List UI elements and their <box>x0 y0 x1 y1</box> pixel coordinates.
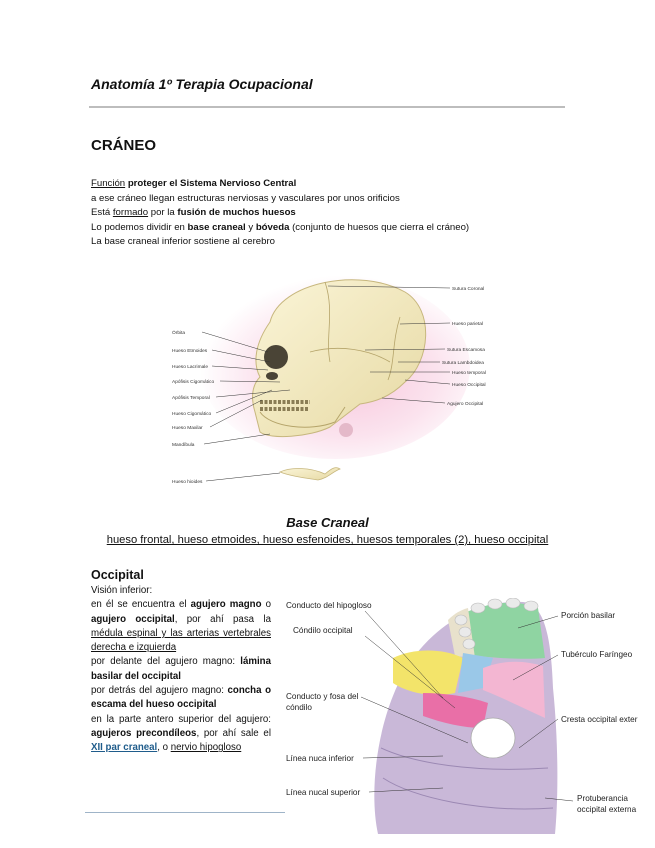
label-orbita: Órbita <box>172 331 186 336</box>
boveda-term: bóveda <box>255 221 290 233</box>
label-etmoides: Hueso Etmoides <box>172 349 208 354</box>
label-lacrimal: Hueso Lacrimale <box>172 365 208 370</box>
text-fragment: Lo podemos dividir en <box>91 221 188 233</box>
text-fragment: por la <box>148 207 178 219</box>
label-porcion-basilar: Porción basilar <box>561 611 616 620</box>
temporal-region <box>393 651 463 695</box>
occ-line-vision: Visión inferior: <box>91 585 153 596</box>
occ-par-detras <box>91 684 271 713</box>
label-tuberculo-faringeo: Tubérculo Faríngeo <box>561 650 633 659</box>
intro-paragraph <box>91 177 561 250</box>
precondileos-term: agujeros precondíleos <box>91 727 197 739</box>
label-parietal: Hueso parietal <box>452 322 483 327</box>
funcion-text: proteger el Sistema Nervioso Central <box>127 178 297 189</box>
label-conducto-hipogloso: Conducto del hipogloso <box>286 601 372 610</box>
text-fragment: por delante del agujero magno: <box>91 656 241 668</box>
label-conducto-fosa: Conducto y fosa del <box>286 692 359 701</box>
label-apofisis-temporal: Apófisis Temporal <box>172 396 210 401</box>
text-fragment: y <box>245 221 256 233</box>
label-sutura-lambdoidea: Sutura Lambdoidea <box>442 361 484 366</box>
xii-par-craneal-link[interactable]: XII par craneal <box>91 742 158 754</box>
header-divider <box>89 106 565 108</box>
label-cresta-occipital: Cresta occipital exter <box>561 715 638 724</box>
label-apofisis-cigomatico: Apófisis Cigomático <box>172 380 215 385</box>
base-craneal-bones: hueso frontal, hueso etmoides, hueso esfenoides, huesos temporales (2), hueso occipital <box>106 534 549 546</box>
lamina-basilar-term: lámina basilar del occipital <box>91 656 271 682</box>
nasal-cavity <box>266 372 278 380</box>
hyoid-bone <box>280 468 340 480</box>
occ-left-labels <box>286 601 372 797</box>
intro-line-3 <box>91 206 561 221</box>
text-fragment: , por ahí sale el <box>196 727 271 739</box>
label-mandibula: Mandíbula <box>172 443 195 448</box>
base-craneal-term: base craneal <box>187 221 246 233</box>
funcion-term: Función <box>91 178 126 189</box>
intro-line-5: La base craneal inferior sostiene al cerebro <box>91 236 275 248</box>
text-fragment: en él se encuentra el <box>91 599 191 611</box>
label-condilo-occipital: Cóndilo occipital <box>293 626 353 635</box>
intro-line-1 <box>91 177 561 192</box>
text-fragment: Está <box>91 207 113 219</box>
label-maxilar: Hueso Maxilar <box>172 426 203 431</box>
occ-right-labels <box>561 611 638 814</box>
label-occipital-externa: occipital externa <box>577 805 637 814</box>
foramen-magnum <box>471 718 515 758</box>
label-sutura-escamosa: Sutura Escamosa <box>447 348 485 353</box>
occipital-inferior-diagram <box>283 598 645 834</box>
skull-lateral-diagram <box>160 262 500 498</box>
orbit <box>264 345 288 369</box>
occ-par-delante <box>91 655 271 684</box>
document-header-title: Anatomía 1º Terapia Ocupacional <box>91 76 313 92</box>
label-linea-nuca-inferior: Línea nuca inferior <box>286 754 354 763</box>
base-craneal-title: Base Craneal <box>286 515 369 530</box>
occ-par-precondileos <box>91 713 271 756</box>
footer-divider <box>85 812 285 813</box>
watermark-icon <box>339 423 353 437</box>
label-temporal: Hueso temporal <box>452 371 486 376</box>
text-fragment: en la parte antero superior del agujero: <box>91 713 271 725</box>
occipital-bone-illustration <box>374 598 557 834</box>
occ-par-agujero-magno <box>91 598 271 655</box>
label-agujero-occipital: Agujero Occipital <box>447 402 484 407</box>
agujero-magno-term: agujero magno <box>190 599 262 611</box>
label-sutura-coronal: Sutura Coronal <box>452 287 485 292</box>
text-fragment: por detrás del agujero magno: <box>91 685 228 697</box>
label-linea-nucal-superior: Línea nucal superior <box>286 788 361 797</box>
text-fragment: (conjunto de huesos que cierra el cráneo) <box>289 221 470 233</box>
text-fragment: , o <box>157 742 171 754</box>
label-hioides: Hueso hioides <box>172 480 203 485</box>
text-fragment: o <box>261 599 271 611</box>
label-cigomatico: Hueso Cigomático <box>172 412 212 417</box>
concha-term: concha o escama del hueso occipital <box>91 685 271 711</box>
text-fragment: , por ahí pasa la <box>174 613 271 625</box>
intro-line-2: a ese cráneo llegan estructuras nerviosas y vasculares por unos orificios <box>91 192 400 204</box>
agujero-occipital-term: agujero occipital <box>91 613 175 625</box>
occipital-title: Occipital <box>91 568 144 582</box>
label-condilo: cóndilo <box>286 703 312 712</box>
section-title: CRÁNEO <box>91 137 157 154</box>
label-occipital: Hueso Occipital <box>452 383 486 388</box>
formado-term: formado <box>112 207 149 219</box>
nervio-hipogloso-text: nervio hipogloso <box>170 742 242 754</box>
label-protuberancia: Protuberancia <box>577 794 628 803</box>
occipital-description <box>91 584 271 756</box>
intro-line-4 <box>91 221 561 236</box>
fusion-text: fusión de muchos huesos <box>177 207 296 219</box>
medula-text: médula espinal y las arterias vertebrales derecha e izquierda <box>91 627 271 654</box>
